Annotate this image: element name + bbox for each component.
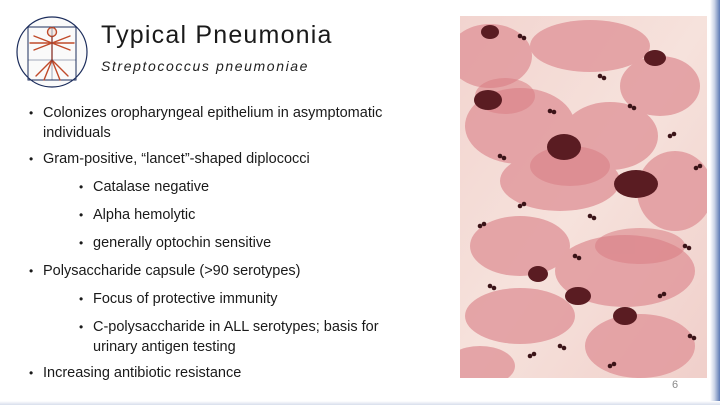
bullet-dot-icon: •: [29, 152, 34, 166]
vitruvian-man-logo: [14, 14, 90, 90]
bullet-dot-icon: •: [79, 236, 84, 250]
sub-bullet-text: C-polysaccharide in ALL serotypes; basis for urinary antigen testing: [93, 319, 379, 355]
bullet-list: [29, 103, 444, 383]
sub-bullet-item: [79, 317, 423, 357]
slide-number: 6: [671, 379, 679, 391]
bullet-item: [29, 363, 444, 383]
sub-bullet-item: [79, 289, 444, 309]
sub-bullet-item: [79, 205, 444, 225]
bullet-text: Polysaccharide capsule (>90 serotypes): [43, 263, 301, 279]
bullet-text: Gram-positive, “lancet”-shaped diplococci: [43, 151, 310, 167]
bullet-dot-icon: •: [29, 366, 34, 380]
sub-bullet-item: [79, 233, 444, 253]
bullet-item: [29, 149, 444, 169]
gram-stain-micrograph: [460, 16, 707, 378]
slide-title: Typical Pneumonia: [101, 21, 333, 49]
sub-bullet-text: Catalase negative: [93, 179, 210, 195]
sub-bullet-text: Alpha hemolytic: [93, 207, 196, 223]
bullet-dot-icon: •: [79, 208, 84, 222]
slide-frame-bottom: [0, 401, 720, 405]
sub-bullet-text: Focus of protective immunity: [93, 291, 278, 307]
bullet-dot-icon: •: [79, 320, 84, 334]
sub-bullet-item: [79, 177, 444, 197]
bullet-dot-icon: •: [29, 264, 34, 278]
slide-frame-edge: [710, 0, 720, 405]
bullet-dot-icon: •: [79, 292, 84, 306]
bullet-item: [29, 261, 444, 281]
bullet-dot-icon: •: [79, 180, 84, 194]
bullet-dot-icon: •: [29, 106, 34, 120]
bullet-text: Increasing antibiotic resistance: [43, 365, 242, 381]
bullet-text: Colonizes oropharyngeal epithelium in asymptomatic individuals: [43, 105, 383, 141]
sub-bullet-text: generally optochin sensitive: [93, 235, 272, 251]
slide-subtitle: Streptococcus pneumoniae: [101, 58, 310, 74]
bullet-item: [29, 103, 444, 143]
